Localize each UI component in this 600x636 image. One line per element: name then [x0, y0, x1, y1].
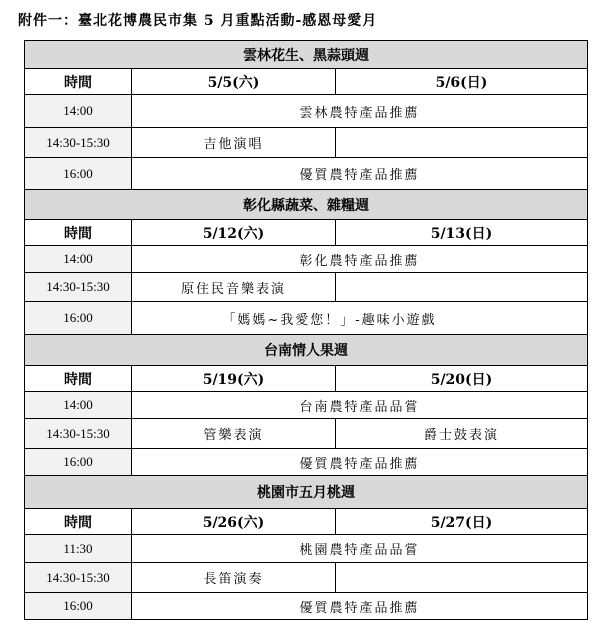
date-header-row	[25, 366, 588, 392]
event-text: 雲林農特產品推薦	[299, 105, 420, 121]
time-cell: 11:30	[25, 535, 132, 563]
time-cell: 16:00	[25, 593, 132, 620]
event-text: 長笛演奏	[203, 572, 264, 587]
time-cell: 14:00	[25, 95, 132, 128]
time-cell: 14:30-15:30	[25, 273, 132, 302]
week-title-row	[25, 476, 588, 509]
week-title-row	[25, 41, 588, 69]
event-cell	[132, 449, 588, 476]
time-cell: 14:30-15:30	[25, 563, 132, 593]
event-text: 彰化農特產品推薦	[299, 253, 420, 269]
event-cell	[132, 419, 336, 449]
event-text: 優質農特產品推薦	[299, 168, 420, 183]
event-text: 吉他演唱	[203, 137, 264, 152]
event-text: 優質農特產品推薦	[299, 600, 420, 616]
time-cell: 14:00	[25, 392, 132, 419]
time-header: 時間	[25, 220, 132, 246]
date-header: 5/13(日)	[336, 220, 588, 246]
event-cell	[336, 563, 588, 593]
schedule-row	[25, 563, 588, 593]
event-text: 桃園農特產品品嘗	[299, 543, 420, 558]
schedule-row	[25, 392, 588, 419]
event-text: 台南農特產品品嘗	[299, 399, 420, 415]
event-text: 原住民音樂表演	[180, 281, 286, 297]
event-cell	[132, 392, 588, 419]
event-text: 「媽媽~我愛您！」-趣味小遊戲	[222, 312, 437, 328]
time-header: 時間	[25, 509, 132, 535]
schedule-row	[25, 419, 588, 449]
event-text: 優質農特產品推薦	[299, 456, 420, 472]
time-cell: 16:00	[25, 158, 132, 190]
date-header: 5/5(六)	[132, 69, 336, 95]
event-cell	[336, 419, 588, 449]
time-header: 時間	[25, 366, 132, 392]
schedule-row	[25, 302, 588, 335]
time-cell: 16:00	[25, 449, 132, 476]
date-header: 5/12(六)	[132, 220, 336, 246]
event-cell	[132, 273, 336, 302]
date-header: 5/27(日)	[336, 509, 588, 535]
schedule-row	[25, 246, 588, 273]
event-cell	[336, 128, 588, 158]
week-title-row	[25, 190, 588, 220]
schedule-row	[25, 593, 588, 620]
week-title-row	[25, 335, 588, 366]
schedule-row	[25, 449, 588, 476]
week-title: 彰化縣蔬菜、雜糧週	[25, 190, 588, 220]
event-text: 管樂表演	[203, 428, 264, 443]
time-cell: 14:30-15:30	[25, 419, 132, 449]
week-title: 台南情人果週	[25, 335, 588, 366]
time-cell: 14:00	[25, 246, 132, 273]
time-cell: 16:00	[25, 302, 132, 335]
week-title: 雲林花生、黑蒜頭週	[25, 41, 588, 69]
event-cell	[132, 246, 588, 273]
date-header: 5/19(六)	[132, 366, 336, 392]
date-header: 5/6(日)	[336, 69, 588, 95]
event-cell	[132, 95, 588, 128]
time-header: 時間	[25, 69, 132, 95]
date-header-row	[25, 69, 588, 95]
date-header: 5/20(日)	[336, 366, 588, 392]
schedule-row	[25, 158, 588, 190]
event-cell	[132, 593, 588, 620]
schedule-row	[25, 273, 588, 302]
date-header-row	[25, 509, 588, 535]
date-header: 5/26(六)	[132, 509, 336, 535]
schedule-row	[25, 535, 588, 563]
event-cell	[132, 158, 588, 190]
event-text: 爵士鼓表演	[424, 428, 500, 443]
time-cell: 14:30-15:30	[25, 128, 132, 158]
page-title: 附件一：臺北花博農民市集 5 月重點活動-感恩母愛月	[18, 13, 378, 29]
event-cell	[132, 563, 336, 593]
week-title: 桃園市五月桃週	[25, 476, 588, 509]
schedule-row	[25, 128, 588, 158]
event-cell	[132, 302, 588, 335]
schedule-table	[24, 40, 588, 620]
schedule-row	[25, 95, 588, 128]
date-header-row	[25, 220, 588, 246]
event-cell	[132, 535, 588, 563]
event-cell	[336, 273, 588, 302]
event-cell	[132, 128, 336, 158]
